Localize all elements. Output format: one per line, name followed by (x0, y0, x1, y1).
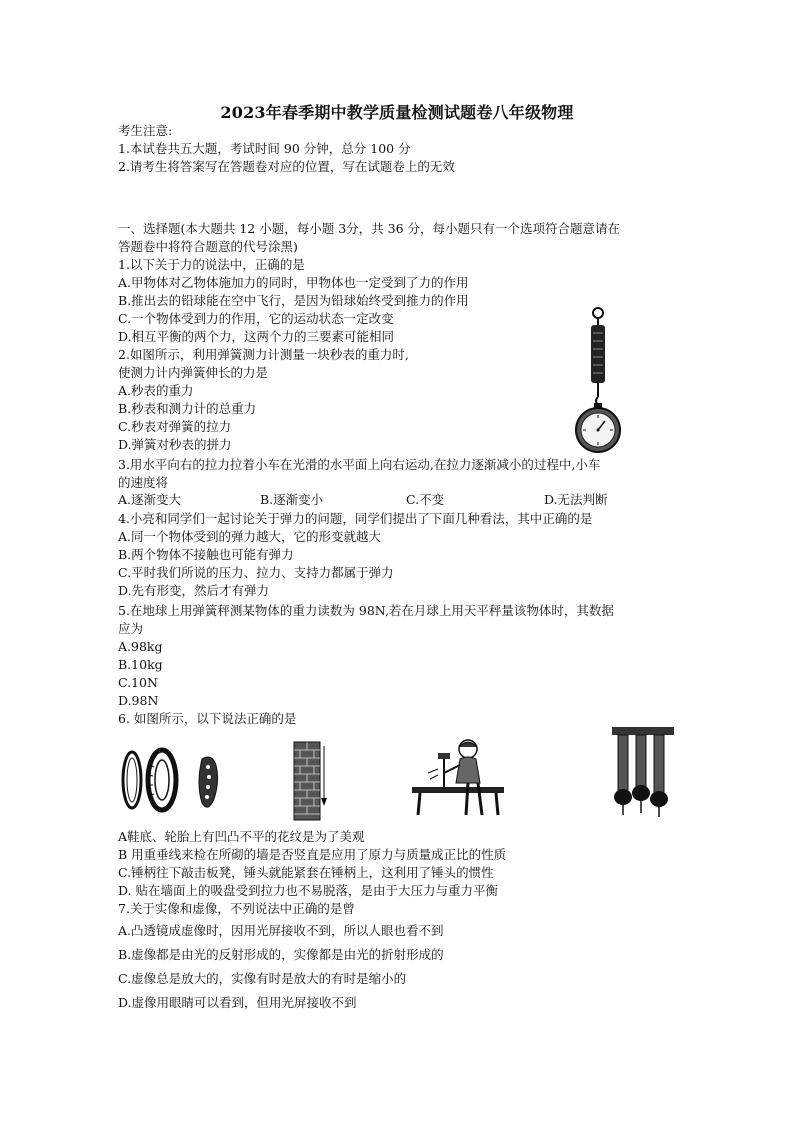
question-options-row (118, 490, 678, 508)
question-option: B.两个物体不接触也可能有弹力 (118, 547, 294, 562)
question-option: B.虚像都是由光的反射形成的，实像都是由光的折射形成的 (118, 947, 444, 962)
hammer-bench-figure (408, 735, 508, 820)
question-option: D.先有形变，然后才有弹力 (118, 583, 270, 598)
question-option: B 用重垂线来检在所砌的墙是否竖直是应用了原力与质量成正比的性质 (118, 847, 507, 862)
question-option: A.凸透镜成虚像时，因用光屏接收不到，所以人眼也看不到 (118, 923, 444, 938)
question-option: C.锤柄往下敲击板凳，锤头就能紧套在锤柄上，这利用了锤头的惯性 (118, 865, 494, 880)
question-stem: 的速度将 (118, 475, 169, 490)
section-heading: 答题卷中将符合题意的代号涂黑) (118, 239, 298, 254)
question-option: D.虚像用眼睛可以看到，但用光屏接收不到 (118, 995, 357, 1010)
question-option: A鞋底、轮胎上有凹凸不平的花纹是为了美观 (118, 829, 365, 844)
question-option: D.弹簧对秒表的拼力 (118, 437, 232, 452)
page-title: 2023年春季期中教学质量检测试题卷八年级物理 (220, 103, 574, 122)
question-option: D.相互平衡的两个力，这两个力的三要素可能相同 (118, 329, 395, 344)
notice-heading: 考生注意: (118, 123, 173, 138)
question-option: C.秒表对弹簧的拉力 (118, 419, 232, 434)
section-heading: 一、选择题(本大题共 12 小题，每小题 3分，共 36 分，每小题只有一个选项符合题意请在 (118, 221, 621, 236)
question-option: C.不变 (406, 492, 445, 507)
question-stem: 应为 (118, 621, 144, 636)
notice-item: 2.请考生将答案写在答题卷对应的位置，写在试题卷上的无效 (118, 159, 455, 174)
question-option: A.同一个物体受到的弹力越大，它的形变就越大 (118, 529, 382, 544)
question-option: B.10kg (118, 657, 163, 672)
question-option: B.秒表和测力计的总重力 (118, 401, 257, 416)
question-stem: 4.小亮和同学们一起讨论关于弹力的问题，同学们提出了下面几种看法，其中正确的是 (118, 511, 593, 526)
spring-scale-stopwatch-figure (560, 305, 640, 455)
question-option: D. 贴在墙面上的吸盘受到拉力也不易脱落，是由于大压力与重力平衡 (118, 883, 499, 898)
question-stem: 2.如图所示，利用弹簧测力计测量一块秒表的重力时, (118, 347, 409, 362)
question-option: B.逐渐变小 (260, 492, 324, 507)
question-stem: 1.以下关于力的说法中，正确的是 (118, 257, 305, 272)
brick-wall-plumb-figure (288, 738, 328, 823)
question-stem: 5.在地球上用弹簧秤测某物体的重力读数为 98N,若在月球上用天平秤量该物体时，其数据 (118, 603, 614, 618)
question-option: C.10N (118, 675, 158, 690)
question-option: C.平时我们所说的压力、拉力、支持力都属于弹力 (118, 565, 394, 580)
question-stem: 7.关于实像和虚像，不列说法中正确的是曾 (118, 901, 355, 916)
notice-item: 1.本试卷共五大题，考试时间 90 分钟，总分 100 分 (118, 141, 411, 156)
question-option: A.逐渐变大 (118, 492, 182, 507)
question-option: C.一个物体受到力的作用，它的运动状态一定改变 (118, 311, 394, 326)
question-stem: 6. 如图所示，以下说法正确的是 (118, 711, 297, 726)
question-option: D.无法判断 (544, 492, 608, 507)
question-option: B.推出去的铅球能在空中飞行，是因为铅球始终受到推力的作用 (118, 293, 469, 308)
question-option: A.秒表的重力 (118, 383, 194, 398)
tire-shoe-figure (120, 745, 230, 815)
question-option: C.虚像总是放大的，实像有时是放大的有时是缩小的 (118, 971, 407, 986)
suction-cup-figure (608, 725, 678, 820)
question-option: D.98N (118, 693, 159, 708)
question-stem: 使测力计内弹簧伸长的力是 (118, 365, 269, 380)
question-stem: 3.用水平向右的拉力拉着小车在光滑的水平面上向右运动,在拉力逐渐减小的过程中,小车 (118, 457, 601, 472)
question-option: A.甲物体对乙物体施加力的同时，甲物体也一定受到了力的作用 (118, 275, 469, 290)
question-option: A.98kg (118, 639, 163, 654)
